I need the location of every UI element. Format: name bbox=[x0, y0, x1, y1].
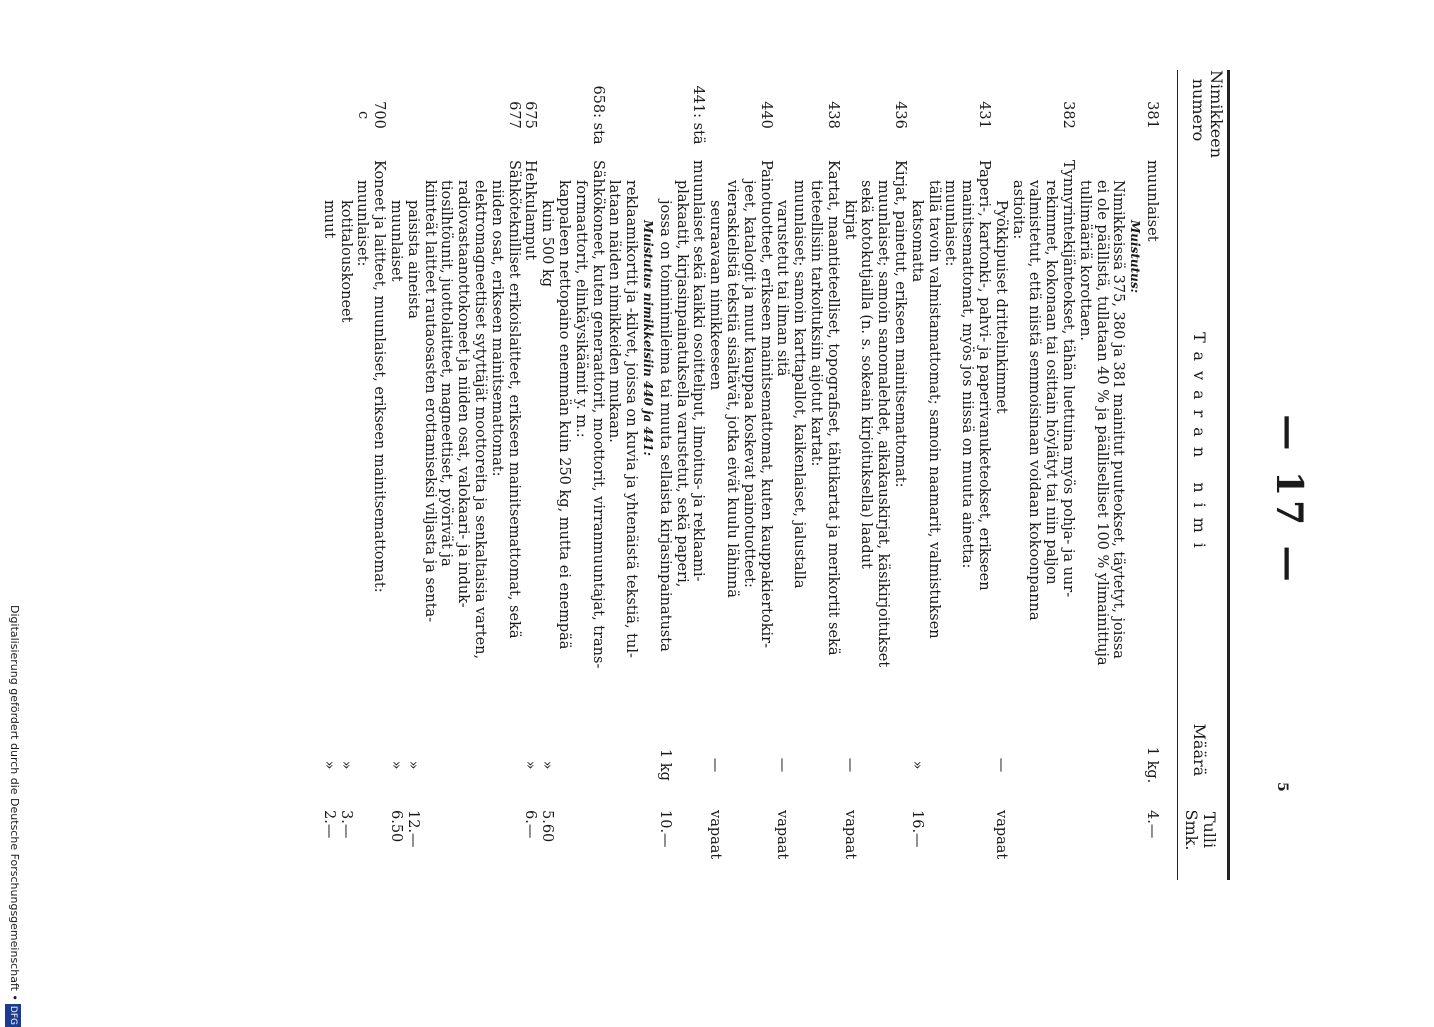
table-row bbox=[438, 70, 454, 880]
item-description: astioita: bbox=[1009, 180, 1026, 240]
item-description: tieteellisiin tarkoituksiin aijotut kartat: bbox=[808, 180, 824, 467]
duty-label: Tulli bbox=[1200, 811, 1219, 849]
table-row bbox=[1110, 70, 1126, 880]
table-row bbox=[1094, 70, 1110, 880]
item-code: 381 bbox=[1144, 101, 1160, 129]
item-quantity: » bbox=[539, 760, 556, 770]
item-quantity bbox=[690, 730, 706, 800]
item-quantity bbox=[825, 730, 841, 800]
item-quantity: » bbox=[320, 760, 337, 770]
item-duty bbox=[1127, 800, 1143, 880]
item-description: paisista aineista bbox=[404, 200, 421, 319]
item-quantity: » bbox=[337, 760, 354, 770]
table-row bbox=[858, 70, 874, 880]
item-code bbox=[875, 70, 891, 160]
item-code: 677 bbox=[505, 101, 522, 129]
item-description: tällä tavoin valmistamattomat; samoin naamarit, valmistuksen bbox=[925, 180, 942, 639]
item-duty bbox=[354, 800, 370, 880]
item-code bbox=[1010, 70, 1026, 160]
item-code bbox=[774, 70, 790, 160]
footer-number: 5 bbox=[1274, 782, 1290, 792]
item-description: kirjat bbox=[841, 200, 858, 240]
item-description: formaattorit, elinkäysikäämit y. m.: bbox=[572, 180, 589, 438]
item-description: Sähkökoneet, kuten generaattorit, moottorit, virranmuuntajat, trans- bbox=[589, 160, 606, 669]
item-duty bbox=[1043, 800, 1059, 880]
item-quantity bbox=[1077, 730, 1093, 800]
item-duty bbox=[875, 800, 891, 880]
item-code: 382 bbox=[1060, 101, 1076, 129]
item-description: Kartat, maantieteelliset, topografiset, tähtikartat ja merikortit sekä bbox=[824, 160, 841, 656]
table-row bbox=[1144, 70, 1160, 880]
table-row bbox=[623, 70, 639, 880]
duty-unit: Smk. bbox=[1182, 809, 1201, 851]
item-quantity bbox=[942, 730, 958, 800]
item-duty bbox=[1094, 800, 1110, 880]
item-code bbox=[1077, 70, 1093, 160]
item-duty bbox=[472, 800, 488, 880]
item-quantity: » bbox=[404, 760, 421, 770]
item-duty: 5.60 bbox=[539, 810, 556, 843]
item-code: 438 bbox=[824, 101, 841, 129]
item-description: radiovastaanottokoneet ja niiden osat, valokaari- ja induk- bbox=[455, 180, 472, 608]
item-duty: 4.— bbox=[1144, 810, 1160, 839]
item-code: 675 bbox=[522, 101, 539, 129]
item-duty: 6.— bbox=[522, 810, 539, 839]
item-description: tiosilhtöunit, juottolaitteet, magneettiset, pyörivät ja bbox=[438, 180, 455, 567]
item-duty bbox=[606, 800, 622, 880]
table-row bbox=[640, 70, 656, 880]
item-code bbox=[556, 70, 572, 160]
table-row bbox=[1026, 70, 1042, 880]
item-description: Pyökkipuiset drittelinkimmet bbox=[992, 200, 1009, 414]
item-code bbox=[842, 70, 858, 160]
table-row bbox=[573, 70, 589, 880]
item-code bbox=[573, 70, 589, 160]
item-description: jossa on toiminimileima tai muuta sellaista kirjasinpainatusta bbox=[656, 200, 673, 652]
item-code: 700 c bbox=[355, 101, 388, 129]
item-description: kuin 500 kg bbox=[539, 200, 556, 288]
table-row bbox=[606, 70, 622, 880]
item-quantity bbox=[1010, 730, 1026, 800]
item-duty bbox=[758, 800, 774, 880]
item-code bbox=[808, 70, 824, 160]
table-row bbox=[741, 70, 757, 880]
item-description: kappaleen nettopaino enemmän kuin 250 kg, mutta ei enempää bbox=[556, 180, 572, 650]
item-duty bbox=[892, 800, 908, 880]
table-row bbox=[959, 70, 975, 880]
item-code bbox=[338, 70, 354, 160]
item-duty: 10.— bbox=[656, 810, 673, 848]
item-quantity bbox=[724, 730, 740, 800]
side-credit bbox=[4, 605, 22, 1026]
item-description: vieraskielistä tekstiä sisältävät, jotka eivät kuulu lähinnä bbox=[724, 180, 740, 598]
item-duty bbox=[926, 800, 942, 880]
item-code bbox=[858, 70, 874, 160]
item-code bbox=[1026, 70, 1042, 160]
item-code bbox=[405, 70, 421, 160]
table-row bbox=[690, 70, 706, 880]
table-row bbox=[875, 70, 891, 880]
item-description: elektromagneettiset sytyttäjät moottoreita ja senkaltaisia varten, bbox=[472, 180, 488, 660]
item-description: tullimääriä korottaen. bbox=[1076, 180, 1093, 341]
item-quantity bbox=[808, 730, 824, 800]
item-quantity bbox=[640, 730, 656, 800]
item-code bbox=[741, 70, 757, 160]
item-duty bbox=[1110, 800, 1126, 880]
item-duty bbox=[590, 800, 606, 880]
column-header-code: Nimikkeen numero bbox=[1189, 70, 1226, 159]
item-duty bbox=[1060, 800, 1076, 880]
item-description: muunlaiset bbox=[1144, 160, 1160, 242]
item-code: 440 bbox=[757, 101, 774, 129]
item-duty bbox=[1010, 800, 1026, 880]
table-row bbox=[909, 70, 925, 880]
table-row bbox=[892, 70, 908, 880]
item-code bbox=[724, 70, 740, 160]
item-code: 658: sta bbox=[589, 85, 606, 145]
item-quantity bbox=[791, 730, 807, 800]
table-row bbox=[422, 70, 438, 880]
item-duty bbox=[573, 800, 589, 880]
item-description: Nimikkeissä 375, 380 ja 381 mainitut puuteokset, täytetyt, joissa bbox=[1110, 180, 1127, 659]
item-code bbox=[606, 70, 622, 160]
item-code bbox=[640, 70, 656, 160]
item-description: niiden osat, erikseen mainitsemattomat: bbox=[488, 180, 505, 477]
item-duty: 16.— bbox=[908, 810, 925, 848]
item-quantity: » bbox=[388, 760, 404, 770]
item-description: kotitalouskoneet bbox=[337, 200, 354, 323]
table-row bbox=[1060, 70, 1076, 880]
table-row bbox=[1043, 70, 1059, 880]
table-row bbox=[657, 70, 673, 880]
item-quantity bbox=[976, 730, 992, 800]
item-code bbox=[623, 70, 639, 160]
item-quantity bbox=[606, 730, 622, 800]
table-row bbox=[1127, 70, 1143, 880]
item-quantity bbox=[858, 730, 874, 800]
item-quantity bbox=[455, 730, 471, 800]
item-code bbox=[321, 70, 337, 160]
item-duty bbox=[1077, 800, 1093, 880]
item-duty bbox=[489, 800, 505, 880]
item-code bbox=[959, 70, 975, 160]
item-duty bbox=[825, 800, 841, 880]
item-description: mainitsemattomat, myös jos niissä on muuta ainetta: bbox=[959, 180, 976, 569]
table-row bbox=[1077, 70, 1093, 880]
item-duty: vapaat bbox=[992, 810, 1009, 860]
item-description: katsomatta bbox=[908, 200, 925, 283]
table-row bbox=[674, 70, 690, 880]
item-code: 431 bbox=[976, 101, 992, 129]
item-description: ei ole päällistä, tullataan 40 % ja päälliselliset 100 % ylimainittuja bbox=[1093, 180, 1110, 666]
item-code: 436 bbox=[892, 101, 908, 129]
item-quantity bbox=[1026, 730, 1042, 800]
item-code bbox=[422, 70, 438, 160]
item-duty: 12.— bbox=[404, 810, 421, 848]
table-row bbox=[942, 70, 958, 880]
item-code bbox=[489, 70, 505, 160]
dfg-logo: DFG bbox=[5, 1004, 21, 1027]
item-duty bbox=[438, 800, 454, 880]
item-duty bbox=[858, 800, 874, 880]
table-row bbox=[489, 70, 505, 880]
item-quantity bbox=[422, 730, 438, 800]
item-description: rekimmet, kokonaan tai osittain höylätyt tai niin paljon bbox=[1043, 180, 1060, 585]
item-description: muunlaiset: bbox=[942, 180, 959, 267]
item-duty bbox=[1026, 800, 1042, 880]
item-duty bbox=[791, 800, 807, 880]
item-description: Muistutus: bbox=[1128, 220, 1143, 294]
item-quantity bbox=[472, 730, 488, 800]
item-quantity bbox=[590, 730, 606, 800]
table-row bbox=[976, 70, 992, 880]
table-row bbox=[522, 70, 538, 880]
item-quantity bbox=[1110, 730, 1126, 800]
item-duty bbox=[422, 800, 438, 880]
table-row bbox=[842, 70, 858, 880]
item-description: muut bbox=[320, 200, 337, 239]
item-quantity: — bbox=[774, 757, 791, 773]
item-code bbox=[1094, 70, 1110, 160]
item-quantity bbox=[354, 730, 370, 800]
column-header-name: Tavaran nimi bbox=[1190, 332, 1209, 558]
item-quantity: — bbox=[707, 757, 724, 773]
item-quantity bbox=[1127, 730, 1143, 800]
item-description: Kirjat, painetut, erikseen mainitsemattomat: bbox=[892, 160, 908, 488]
item-duty bbox=[455, 800, 471, 880]
item-code bbox=[674, 70, 690, 160]
item-duty: vapaat bbox=[774, 810, 791, 860]
item-description: lataan näiden nimikkeiden mukaan. bbox=[606, 180, 623, 443]
item-duty bbox=[674, 800, 690, 880]
item-quantity: 1 kg bbox=[656, 749, 673, 781]
table-row bbox=[774, 70, 790, 880]
item-duty bbox=[959, 800, 975, 880]
item-duty: 3.— bbox=[337, 810, 354, 839]
item-code bbox=[539, 70, 555, 160]
item-description: muunlaiset: bbox=[354, 180, 371, 267]
table-row bbox=[556, 70, 572, 880]
item-code bbox=[455, 70, 471, 160]
item-description: Paperi-, kartonki-, pahvi- ja paperivanuketeokset, erikseen bbox=[976, 160, 992, 591]
table-row bbox=[590, 70, 606, 880]
item-quantity: » bbox=[522, 760, 539, 770]
item-quantity bbox=[556, 730, 572, 800]
item-duty bbox=[741, 800, 757, 880]
table-row bbox=[758, 70, 774, 880]
column-header-qty: Määrä bbox=[1190, 723, 1209, 777]
table-row bbox=[791, 70, 807, 880]
item-description: seuraavaan nimikkeeseen bbox=[707, 200, 724, 391]
item-duty: 6.50 bbox=[388, 810, 404, 843]
item-duty: 2.— bbox=[320, 810, 337, 839]
item-quantity bbox=[1060, 730, 1076, 800]
item-code bbox=[942, 70, 958, 160]
item-quantity bbox=[875, 730, 891, 800]
item-description: muunlaiset; samoin karttapallot, kaikenlaiset, jalustalla bbox=[791, 180, 808, 589]
item-quantity bbox=[573, 730, 589, 800]
item-description: jeet, katalogit ja muut kauppaa koskevat painotuotteet: bbox=[740, 180, 757, 588]
table-row bbox=[321, 70, 337, 880]
item-description: Muistutus nimikkeisiin 440 ja 441: bbox=[641, 220, 655, 456]
item-duty bbox=[724, 800, 740, 880]
table-row bbox=[338, 70, 354, 880]
item-description: Tynnyrintekijänteokset, tähän luettuina myös pohja- ja uur- bbox=[1060, 160, 1076, 598]
item-quantity: — bbox=[841, 757, 858, 773]
item-description: varustetut tai ilman sitä bbox=[774, 200, 791, 377]
item-code bbox=[993, 70, 1009, 160]
item-code bbox=[926, 70, 942, 160]
item-duty bbox=[640, 800, 656, 880]
item-quantity bbox=[674, 730, 690, 800]
table-row bbox=[354, 70, 370, 880]
table-row bbox=[506, 70, 522, 880]
item-code bbox=[354, 70, 370, 160]
item-quantity bbox=[1043, 730, 1059, 800]
item-quantity bbox=[489, 730, 505, 800]
table-row bbox=[707, 70, 723, 880]
item-description: muunlaiset bbox=[388, 200, 404, 282]
item-quantity bbox=[758, 730, 774, 800]
item-code bbox=[438, 70, 454, 160]
table-row bbox=[993, 70, 1009, 880]
item-duty bbox=[808, 800, 824, 880]
item-description: reklaamikortit ja -kilvet, joissa on kuvia ja yhtenäistä tekstiä, tul- bbox=[623, 180, 640, 658]
table-row bbox=[724, 70, 740, 880]
item-code bbox=[657, 70, 673, 160]
item-description: sekä kotokutjailla (n. s. sokeain kirjoituksella) laadut bbox=[858, 180, 875, 569]
top-rule bbox=[1227, 70, 1230, 880]
item-quantity bbox=[892, 730, 908, 800]
rotated-page bbox=[120, 0, 1320, 1000]
page-number: — 17 — bbox=[1268, 414, 1310, 586]
item-quantity bbox=[623, 730, 639, 800]
table-row bbox=[825, 70, 841, 880]
item-description: Painotuotteet, erikseen mainitsemattomat, kuten kauppakiertokir- bbox=[757, 160, 774, 648]
item-code: 441: stä bbox=[690, 85, 707, 145]
item-quantity bbox=[959, 730, 975, 800]
item-quantity: 1 kg. bbox=[1144, 746, 1160, 784]
table-row bbox=[472, 70, 488, 880]
table-row bbox=[808, 70, 824, 880]
item-description: Hehkulamput bbox=[522, 160, 539, 261]
item-quantity: » bbox=[908, 760, 925, 770]
table-row bbox=[388, 70, 404, 880]
header-rule bbox=[1177, 70, 1178, 880]
table-row bbox=[455, 70, 471, 880]
item-description: plakaatit, kirjasinpainatuksella varustetut, sekä paperi, bbox=[673, 180, 690, 588]
item-description: Sähköteknilliset erikoislaitteet, erikseen mainitsemattomat, sekä bbox=[505, 160, 522, 639]
credit-text: Digitalisierung gefördert durch die Deutsche Forschungsgemeinschaft • bbox=[8, 605, 21, 1001]
item-duty bbox=[690, 800, 706, 880]
item-code bbox=[707, 70, 723, 160]
table-row bbox=[1010, 70, 1026, 880]
item-duty bbox=[556, 800, 572, 880]
item-description: muunlaiset sekä kaikki osoitteliput, ilmoitus- ja reklaami- bbox=[690, 160, 707, 582]
item-description: muunlaiset; samoin sanomalehdet, aikakauskirjat, käsikirjoitukset bbox=[875, 180, 892, 668]
item-duty bbox=[506, 800, 522, 880]
table-row bbox=[405, 70, 421, 880]
item-code bbox=[1043, 70, 1059, 160]
item-quantity: — bbox=[992, 757, 1009, 773]
item-duty bbox=[623, 800, 639, 880]
item-description: valmistetut, että niistä semmoisinaan voidaan kokoonpanna bbox=[1026, 180, 1043, 621]
table-row bbox=[539, 70, 555, 880]
column-header-duty bbox=[1182, 785, 1218, 875]
item-duty: vapaat bbox=[841, 810, 858, 860]
item-description: kiinteät laitteet rautaosasten erottamiseksi viljasta ja senta- bbox=[421, 180, 438, 623]
item-duty: vapaat bbox=[707, 810, 724, 860]
item-description: Koneet ja laitteet, muunlaiset, erikseen mainitsemattomat: bbox=[371, 160, 388, 593]
item-code bbox=[909, 70, 925, 160]
item-duty bbox=[976, 800, 992, 880]
item-code bbox=[791, 70, 807, 160]
item-quantity bbox=[741, 730, 757, 800]
item-code bbox=[1127, 70, 1143, 160]
item-quantity bbox=[506, 730, 522, 800]
item-duty bbox=[942, 800, 958, 880]
item-code bbox=[1110, 70, 1126, 160]
item-quantity bbox=[1094, 730, 1110, 800]
item-quantity bbox=[438, 730, 454, 800]
table-row bbox=[926, 70, 942, 880]
item-code bbox=[472, 70, 488, 160]
item-quantity bbox=[926, 730, 942, 800]
item-code bbox=[388, 70, 404, 160]
